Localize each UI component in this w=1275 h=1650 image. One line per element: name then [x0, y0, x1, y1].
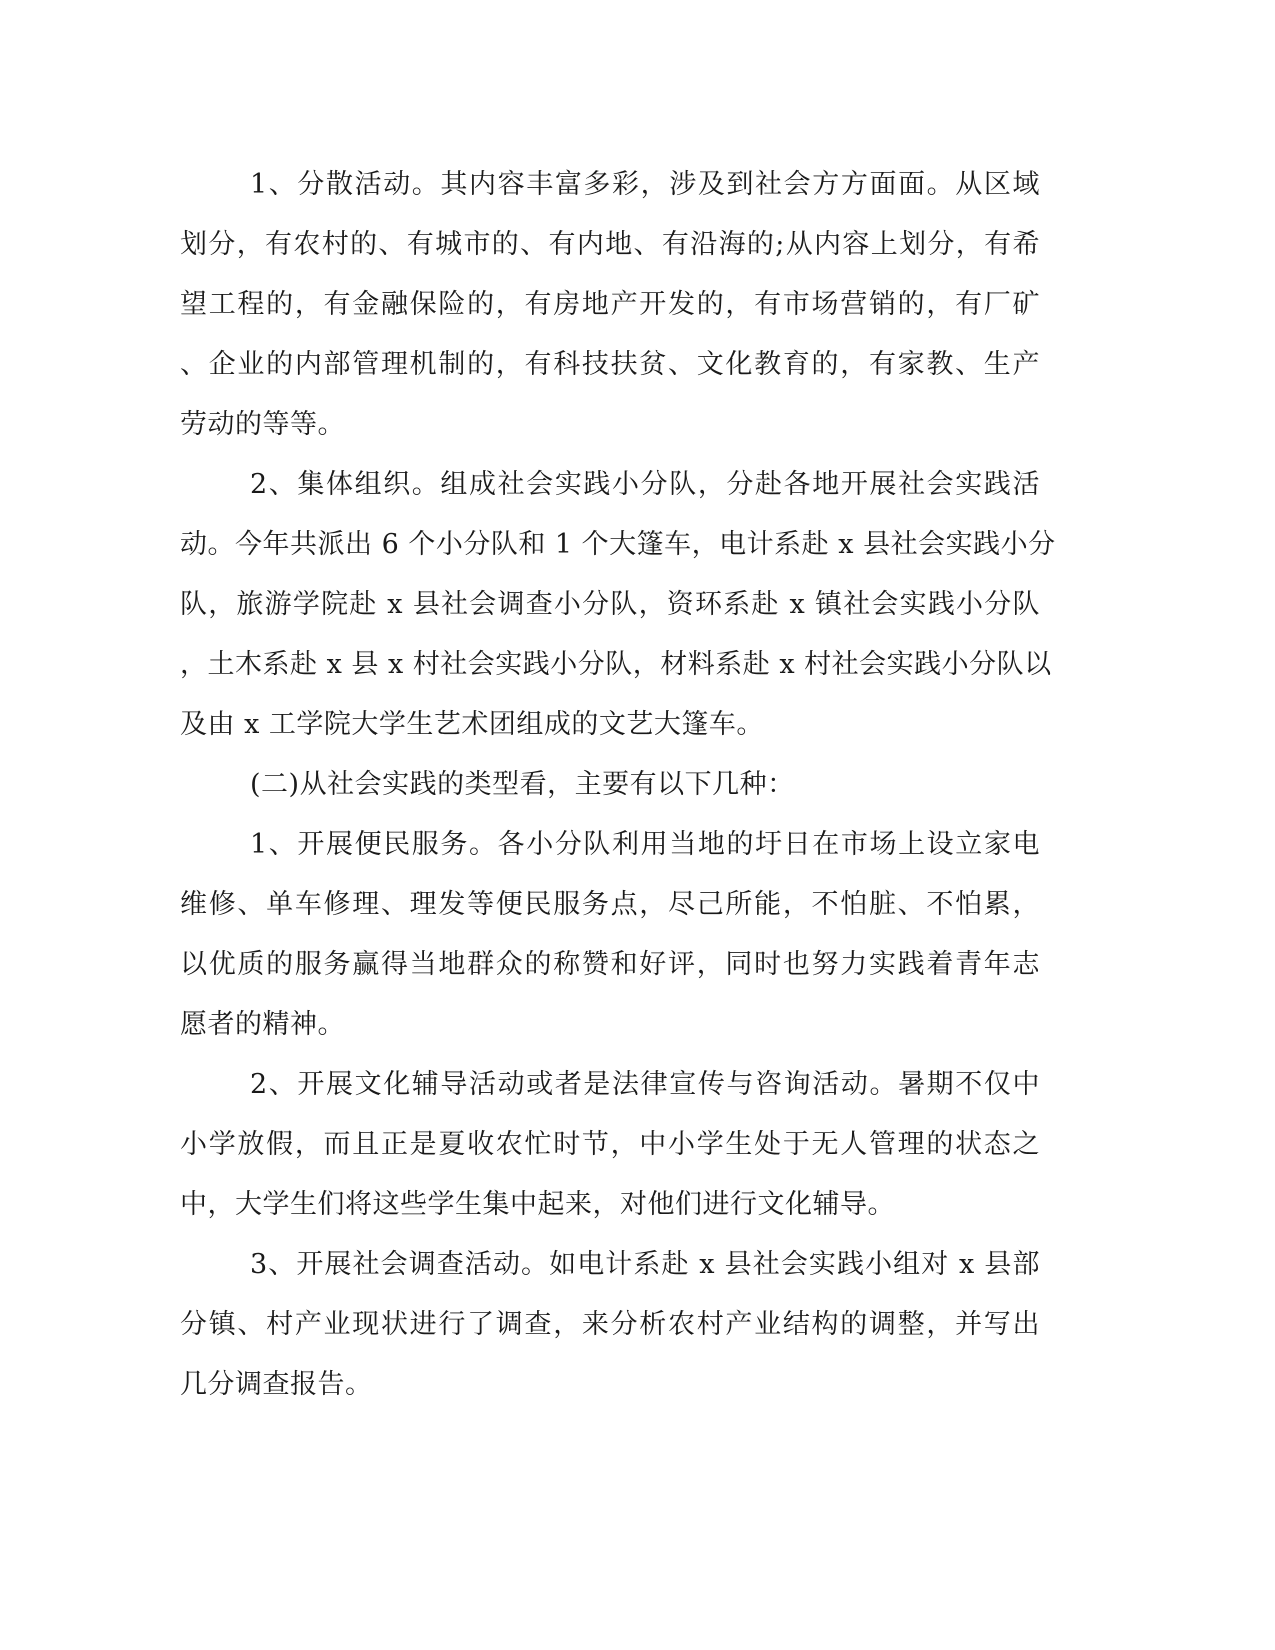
paragraph-line: 劳动的等等。 [180, 409, 345, 440]
paragraph-line: 队，旅游学院赴 x 县社会调查小分队，资环系赴 x 镇社会实践小分队 [180, 589, 1040, 620]
paragraph-line: 划分，有农村的、有城市的、有内地、有沿海的;从内容上划分，有希 [180, 229, 1040, 260]
paragraph-line: 2、开展文化辅导活动或者是法律宣传与咨询活动。暑期不仅中 [250, 1069, 1040, 1100]
paragraph-line: 望工程的，有金融保险的，有房地产开发的，有市场营销的，有厂矿 [180, 289, 1040, 320]
paragraph-line: 以优质的服务赢得当地群众的称赞和好评，同时也努力实践着青年志 [180, 949, 1040, 980]
paragraph-line: 3、开展社会调查活动。如电计系赴 x 县社会实践小组对 x 县部 [250, 1249, 1040, 1280]
paragraph-line: 愿者的精神。 [180, 1009, 345, 1040]
paragraph-line: 1、开展便民服务。各小分队利用当地的圩日在市场上设立家电 [250, 829, 1040, 860]
paragraph-line: ，土木系赴 x 县 x 村社会实践小分队，材料系赴 x 村社会实践小分队以 [180, 649, 1052, 680]
paragraph-line: 及由 x 工学院大学生艺术团组成的文艺大篷车。 [180, 709, 764, 740]
paragraph-line: 几分调查报告。 [180, 1369, 373, 1400]
paragraph-line: 中，大学生们将这些学生集中起来，对他们进行文化辅导。 [180, 1189, 895, 1220]
paragraph-line: 动。今年共派出 6 个小分队和 1 个大篷车，电计系赴 x 县社会实践小分 [180, 529, 1056, 560]
paragraph-line: 1、分散活动。其内容丰富多彩，涉及到社会方方面面。从区域 [250, 169, 1040, 200]
paragraph-line: 维修、单车修理、理发等便民服务点，尽己所能，不怕脏、不怕累， [180, 889, 1040, 920]
paragraph-line: 、企业的内部管理机制的，有科技扶贫、文化教育的，有家教、生产 [180, 349, 1040, 380]
paragraph-line: 分镇、村产业现状进行了调查，来分析农村产业结构的调整，并写出 [180, 1309, 1040, 1340]
section-heading: (二)从社会实践的类型看，主要有以下几种： [250, 769, 795, 800]
document-body [180, 155, 1056, 1415]
paragraph-line: 2、集体组织。组成社会实践小分队，分赴各地开展社会实践活 [250, 469, 1040, 500]
paragraph-line: 小学放假，而且正是夏收农忙时节，中小学生处于无人管理的状态之 [180, 1129, 1040, 1160]
